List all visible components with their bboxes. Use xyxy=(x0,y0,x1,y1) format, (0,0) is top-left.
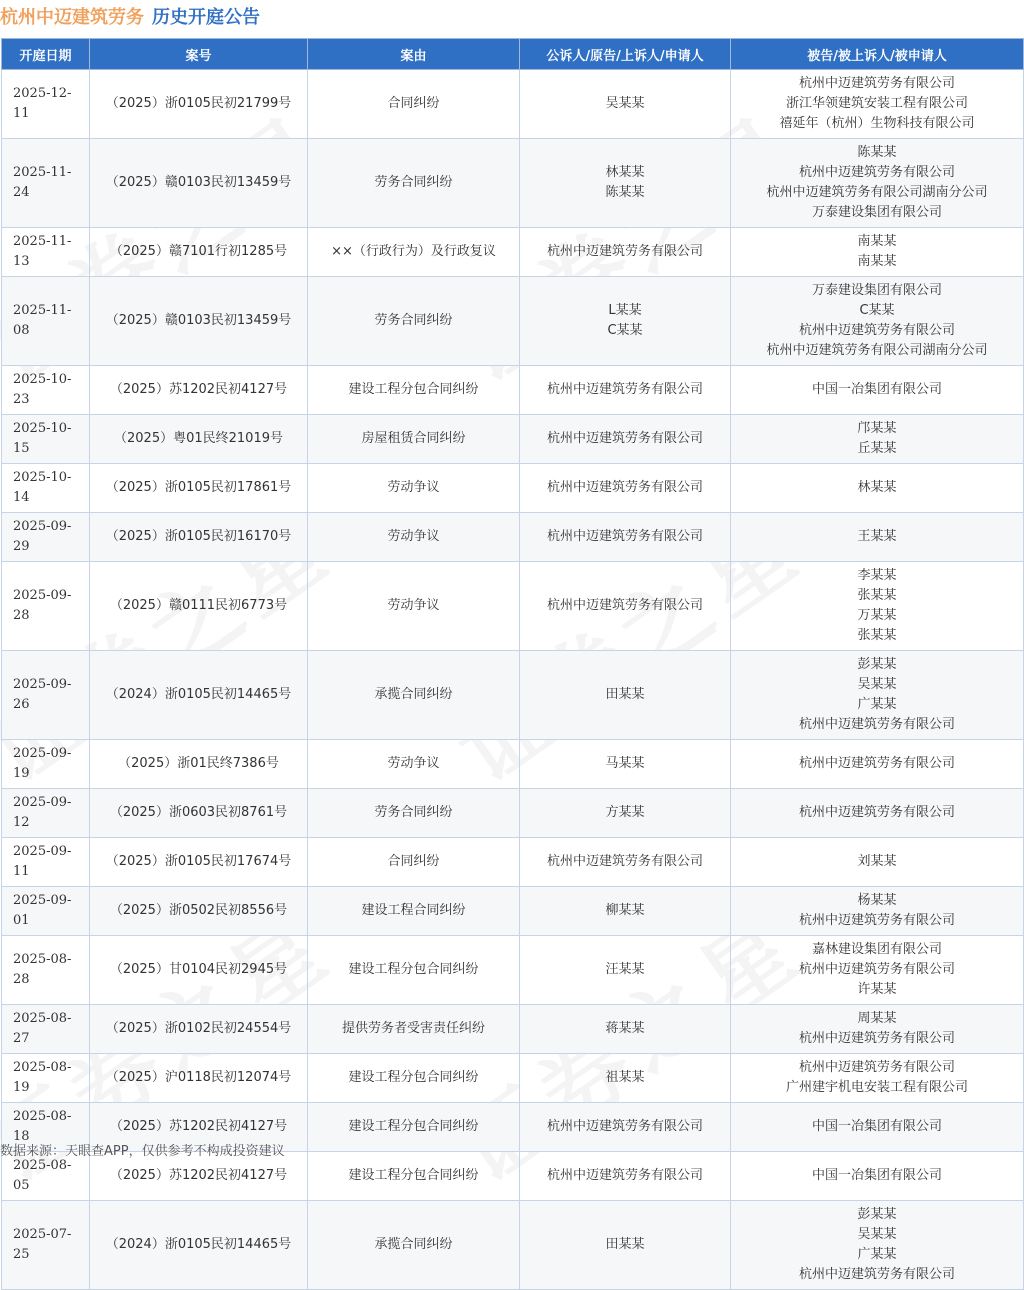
plaintiff-name: 杭州中迈建筑劳务有限公司 xyxy=(546,1168,703,1183)
defendant-name: 杭州中迈建筑劳务有限公司 xyxy=(798,76,955,91)
company-name: 杭州中迈建筑劳务 xyxy=(0,7,144,28)
defendant-name: 张某某 xyxy=(857,588,897,603)
table-row xyxy=(2,513,1024,562)
defendant-name: 杭州中迈建筑劳务有限公司 xyxy=(798,805,955,820)
cell-plaintiffs xyxy=(520,1152,731,1201)
plaintiff-name: 田某某 xyxy=(605,1237,645,1252)
plaintiff-name: 陈某某 xyxy=(605,185,645,200)
cell-cause: 建设工程分包合同纠纷 xyxy=(308,366,520,415)
cell-defendants xyxy=(731,415,1024,464)
cell-date: 2025-11-13 xyxy=(2,228,90,277)
defendant-name: 嘉林建设集团有限公司 xyxy=(811,942,942,957)
defendant-name: 禧延年（杭州）生物科技有限公司 xyxy=(779,116,975,131)
cell-defendants xyxy=(731,228,1024,277)
cell-defendants xyxy=(731,366,1024,415)
defendant-name: 广某某 xyxy=(857,697,897,712)
table-row xyxy=(2,789,1024,838)
cell-cause: 房屋租赁合同纠纷 xyxy=(308,415,520,464)
cell-plaintiffs xyxy=(520,513,731,562)
cell-defendants xyxy=(731,789,1024,838)
cell-defendants xyxy=(731,1054,1024,1103)
cell-defendants xyxy=(731,1005,1024,1054)
cell-date: 2025-08-19 xyxy=(2,1054,90,1103)
cell-date: 2025-09-01 xyxy=(2,887,90,936)
cell-case-no: （2025）粤01民终21019号 xyxy=(90,415,308,464)
cell-plaintiffs xyxy=(520,139,731,228)
table-row xyxy=(2,228,1024,277)
plaintiff-name: 祖某某 xyxy=(605,1070,645,1085)
cell-defendants xyxy=(731,464,1024,513)
cell-plaintiffs xyxy=(520,366,731,415)
cell-defendants xyxy=(731,139,1024,228)
cell-plaintiffs xyxy=(520,1054,731,1103)
cell-case-no: （2025）苏1202民初4127号 xyxy=(90,366,308,415)
defendant-name: 林某某 xyxy=(857,480,897,495)
table-row xyxy=(2,1201,1024,1290)
cell-cause: 提供劳务者受害责任纠纷 xyxy=(308,1005,520,1054)
plaintiff-name: 杭州中迈建筑劳务有限公司 xyxy=(546,244,703,259)
cell-defendants xyxy=(731,740,1024,789)
defendant-name: 杨某某 xyxy=(857,893,897,908)
defendant-name: 广某某 xyxy=(857,1247,897,1262)
cell-date: 2025-07-25 xyxy=(2,1201,90,1290)
cell-defendants xyxy=(731,1152,1024,1201)
cell-cause: 承揽合同纠纷 xyxy=(308,1201,520,1290)
defendant-name: 杭州中迈建筑劳务有限公司湖南分公司 xyxy=(766,185,988,200)
cell-plaintiffs xyxy=(520,562,731,651)
cell-plaintiffs xyxy=(520,277,731,366)
cell-defendants xyxy=(731,70,1024,139)
defendant-name: 丘某某 xyxy=(857,441,897,456)
cell-plaintiffs xyxy=(520,1201,731,1290)
table-row xyxy=(2,740,1024,789)
table-row xyxy=(2,139,1024,228)
cell-plaintiffs xyxy=(520,70,731,139)
cell-plaintiffs xyxy=(520,789,731,838)
cell-case-no: （2025）沪0118民初12074号 xyxy=(90,1054,308,1103)
defendant-name: 万泰建设集团有限公司 xyxy=(811,283,942,298)
defendant-name: 中国一冶集团有限公司 xyxy=(811,1168,942,1183)
cell-cause: 合同纠纷 xyxy=(308,70,520,139)
defendant-name: 彭某某 xyxy=(857,1207,897,1222)
plaintiff-name: 方某某 xyxy=(605,805,645,820)
plaintiff-name: C某某 xyxy=(607,323,643,338)
cell-case-no: （2024）浙0105民初14465号 xyxy=(90,1201,308,1290)
column-header-plaintiffs: 公诉人/原告/上诉人/申请人 xyxy=(520,39,731,70)
column-header-case-no: 案号 xyxy=(90,39,308,70)
table-row xyxy=(2,651,1024,740)
cell-date: 2025-09-19 xyxy=(2,740,90,789)
plaintiff-name: 杭州中迈建筑劳务有限公司 xyxy=(546,382,703,397)
cell-case-no: （2025）赣0111民初6773号 xyxy=(90,562,308,651)
cell-case-no: （2025）浙0105民初21799号 xyxy=(90,70,308,139)
table-row xyxy=(2,838,1024,887)
cell-cause: 劳动争议 xyxy=(308,562,520,651)
cell-plaintiffs xyxy=(520,651,731,740)
defendant-name: 杭州中迈建筑劳务有限公司 xyxy=(798,962,955,977)
table-row xyxy=(2,415,1024,464)
cell-date: 2025-10-14 xyxy=(2,464,90,513)
cell-cause: 建设工程分包合同纠纷 xyxy=(308,1103,520,1152)
defendant-name: 邝某某 xyxy=(857,421,897,436)
cell-date: 2025-09-12 xyxy=(2,789,90,838)
plaintiff-name: 杭州中迈建筑劳务有限公司 xyxy=(546,1119,703,1134)
defendant-name: 南某某 xyxy=(857,234,897,249)
cell-defendants xyxy=(731,651,1024,740)
cell-cause: 劳务合同纠纷 xyxy=(308,277,520,366)
plaintiff-name: 杭州中迈建筑劳务有限公司 xyxy=(546,480,703,495)
cell-case-no: （2025）浙0603民初8761号 xyxy=(90,789,308,838)
plaintiff-name: 杭州中迈建筑劳务有限公司 xyxy=(546,854,703,869)
cell-case-no: （2024）浙0105民初14465号 xyxy=(90,651,308,740)
defendant-name: 杭州中迈建筑劳务有限公司 xyxy=(798,1031,955,1046)
cell-plaintiffs xyxy=(520,887,731,936)
cell-cause: 劳务合同纠纷 xyxy=(308,789,520,838)
table-row xyxy=(2,887,1024,936)
cell-plaintiffs xyxy=(520,936,731,1005)
defendant-name: 吴某某 xyxy=(857,1227,897,1242)
defendant-name: 张某某 xyxy=(857,628,897,643)
cell-plaintiffs xyxy=(520,228,731,277)
defendant-name: 吴某某 xyxy=(857,677,897,692)
table-row xyxy=(2,1054,1024,1103)
table-row xyxy=(2,366,1024,415)
table-row xyxy=(2,562,1024,651)
column-header-defendants: 被告/被上诉人/被申请人 xyxy=(731,39,1024,70)
table-row xyxy=(2,1005,1024,1054)
cell-case-no: （2025）赣0103民初13459号 xyxy=(90,139,308,228)
cell-date: 2025-11-08 xyxy=(2,277,90,366)
cell-cause: 劳务合同纠纷 xyxy=(308,139,520,228)
defendant-name: 杭州中迈建筑劳务有限公司 xyxy=(798,913,955,928)
cell-cause: ××（行政行为）及行政复议 xyxy=(308,228,520,277)
cell-plaintiffs xyxy=(520,464,731,513)
defendant-name: 许某某 xyxy=(857,982,897,997)
cell-case-no: （2025）苏1202民初4127号 xyxy=(90,1103,308,1152)
plaintiff-name: 马某某 xyxy=(605,756,645,771)
cell-plaintiffs xyxy=(520,1103,731,1152)
defendant-name: 杭州中迈建筑劳务有限公司 xyxy=(798,717,955,732)
cell-defendants xyxy=(731,562,1024,651)
cell-defendants xyxy=(731,936,1024,1005)
table-row xyxy=(2,464,1024,513)
cell-date: 2025-09-28 xyxy=(2,562,90,651)
cell-case-no: （2025）赣0103民初13459号 xyxy=(90,277,308,366)
plaintiff-name: 田某某 xyxy=(605,687,645,702)
plaintiff-name: 杭州中迈建筑劳务有限公司 xyxy=(546,431,703,446)
cell-defendants xyxy=(731,1103,1024,1152)
defendant-name: 彭某某 xyxy=(857,657,897,672)
table-header-row xyxy=(2,39,1024,70)
cell-cause: 劳动争议 xyxy=(308,464,520,513)
cell-cause: 建设工程分包合同纠纷 xyxy=(308,1152,520,1201)
cell-date: 2025-10-23 xyxy=(2,366,90,415)
defendant-name: 王某某 xyxy=(857,529,897,544)
cell-date: 2025-08-27 xyxy=(2,1005,90,1054)
cell-defendants xyxy=(731,838,1024,887)
cell-date: 2025-08-05 xyxy=(2,1152,90,1201)
cell-cause: 建设工程分包合同纠纷 xyxy=(308,1054,520,1103)
cell-plaintiffs xyxy=(520,838,731,887)
cell-date: 2025-10-15 xyxy=(2,415,90,464)
plaintiff-name: L某某 xyxy=(608,303,642,318)
defendant-name: 刘某某 xyxy=(857,854,897,869)
defendant-name: C某某 xyxy=(859,303,895,318)
cell-date: 2025-11-24 xyxy=(2,139,90,228)
cell-defendants xyxy=(731,1201,1024,1290)
defendant-name: 杭州中迈建筑劳务有限公司 xyxy=(798,1060,955,1075)
defendant-name: 万泰建设集团有限公司 xyxy=(811,205,942,220)
cell-date: 2025-08-18 xyxy=(2,1103,90,1152)
cell-defendants xyxy=(731,887,1024,936)
cell-defendants xyxy=(731,513,1024,562)
table-row xyxy=(2,277,1024,366)
defendant-name: 杭州中迈建筑劳务有限公司 xyxy=(798,756,955,771)
cell-cause: 合同纠纷 xyxy=(308,838,520,887)
defendant-name: 广州建宇机电安装工程有限公司 xyxy=(785,1080,968,1095)
defendant-name: 杭州中迈建筑劳务有限公司 xyxy=(798,323,955,338)
defendant-name: 万某某 xyxy=(857,608,897,623)
page-title xyxy=(0,0,1024,32)
cell-case-no: （2025）浙0102民初24554号 xyxy=(90,1005,308,1054)
column-header-cause: 案由 xyxy=(308,39,520,70)
hearing-table-container xyxy=(1,38,1023,1290)
cell-case-no: （2025）浙0502民初8556号 xyxy=(90,887,308,936)
section-title: 历史开庭公告 xyxy=(152,7,260,28)
cell-plaintiffs xyxy=(520,1005,731,1054)
cell-case-no: （2025）浙0105民初17861号 xyxy=(90,464,308,513)
plaintiff-name: 柳某某 xyxy=(605,903,645,918)
plaintiff-name: 杭州中迈建筑劳务有限公司 xyxy=(546,598,703,613)
defendant-name: 浙江华领建筑安装工程有限公司 xyxy=(785,96,968,111)
cell-date: 2025-09-11 xyxy=(2,838,90,887)
cell-case-no: （2025）浙0105民初16170号 xyxy=(90,513,308,562)
plaintiff-name: 汪某某 xyxy=(605,962,645,977)
cell-plaintiffs xyxy=(520,740,731,789)
column-header-date: 开庭日期 xyxy=(2,39,90,70)
plaintiff-name: 林某某 xyxy=(605,165,645,180)
plaintiff-name: 杭州中迈建筑劳务有限公司 xyxy=(546,529,703,544)
plaintiff-name: 吴某某 xyxy=(605,96,645,111)
cell-defendants xyxy=(731,277,1024,366)
defendant-name: 南某某 xyxy=(857,254,897,269)
table-row xyxy=(2,70,1024,139)
cell-cause: 承揽合同纠纷 xyxy=(308,651,520,740)
cell-case-no: （2025）甘0104民初2945号 xyxy=(90,936,308,1005)
cell-plaintiffs xyxy=(520,415,731,464)
cell-date: 2025-12-11 xyxy=(2,70,90,139)
hearing-table xyxy=(1,38,1024,1290)
defendant-name: 杭州中迈建筑劳务有限公司湖南分公司 xyxy=(766,343,988,358)
cell-case-no: （2025）浙01民终7386号 xyxy=(90,740,308,789)
plaintiff-name: 蒋某某 xyxy=(605,1021,645,1036)
cell-date: 2025-08-28 xyxy=(2,936,90,1005)
cell-cause: 劳动争议 xyxy=(308,740,520,789)
cell-cause: 建设工程分包合同纠纷 xyxy=(308,936,520,1005)
cell-cause: 建设工程合同纠纷 xyxy=(308,887,520,936)
defendant-name: 陈某某 xyxy=(857,145,897,160)
cell-cause: 劳动争议 xyxy=(308,513,520,562)
table-row xyxy=(2,936,1024,1005)
cell-case-no: （2025）浙0105民初17674号 xyxy=(90,838,308,887)
cell-date: 2025-09-29 xyxy=(2,513,90,562)
defendant-name: 杭州中迈建筑劳务有限公司 xyxy=(798,165,955,180)
cell-date: 2025-09-26 xyxy=(2,651,90,740)
defendant-name: 中国一冶集团有限公司 xyxy=(811,382,942,397)
defendant-name: 李某某 xyxy=(857,568,897,583)
defendant-name: 周某某 xyxy=(857,1011,897,1026)
defendant-name: 杭州中迈建筑劳务有限公司 xyxy=(798,1267,955,1282)
cell-case-no: （2025）苏1202民初4127号 xyxy=(90,1152,308,1201)
defendant-name: 中国一冶集团有限公司 xyxy=(811,1119,942,1134)
data-source-note: 数据来源：天眼查APP，仅供参考不构成投资建议 xyxy=(0,1144,285,1159)
table-body xyxy=(2,70,1024,1290)
cell-case-no: （2025）赣7101行初1285号 xyxy=(90,228,308,277)
